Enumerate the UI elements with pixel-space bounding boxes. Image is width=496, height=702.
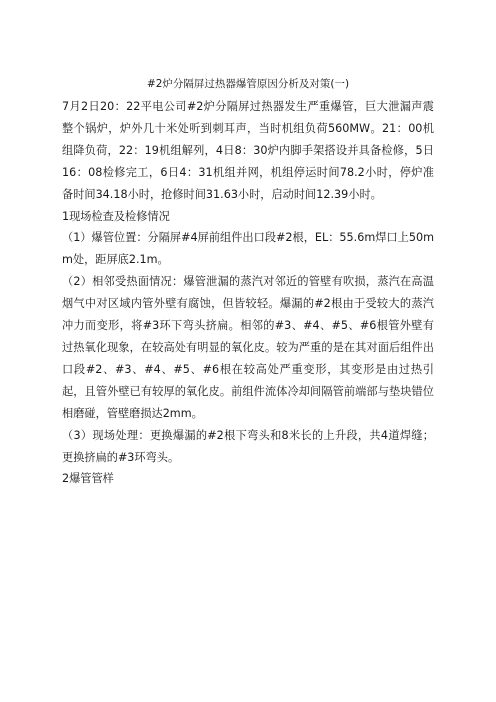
section-2-heading: 2爆管管样 — [62, 472, 114, 486]
section-1-item-2: （2）相邻受热面情况：爆管泄漏的蒸汽对邻近的管壁有吹损，蒸汽在高温烟气中对区域内管外壁有腐蚀，但皆较轻。爆漏的#2根由于受较大的蒸汽冲力而变形，将#3环下弯头挤扁。相邻的#3、#4、#5、#6根管外壁有过热氧化现象，在较高处有明显的氧化皮。较为严重的是在其对面后组件出口段#2、#3、#4、#5、#6根在较高处严重变形，其变形是由过热引起，且管外壁已有较厚的氧化皮。前组件流体冷却间隔管前端部与垫块错位相磨碰，管壁磨损达2mm。 — [62, 275, 434, 420]
section-1-item-3: （3）现场处理：更换爆漏的#2根下弯头和8米长的上升段，共4道焊缝；更换挤扁的#3环弯头。 — [62, 428, 434, 464]
intro-paragraph: 7月2日20：22平电公司#2炉分隔屏过热器发生严重爆管，巨大泄漏声震整个锅炉，炉外几十米处听到刺耳声，当时机组负荷560MW。21：00机组降负荷，22：19机组解列，4日8：30炉内脚手架搭设并具备检修，5日16：08检修完工，6日4：31机组并网，机组停运时间78.2小时，停炉准备时间34.18小时，抢修时间31.63小时，启动时间12.39小时。 — [62, 100, 434, 201]
section-1-item-1: （1）爆管位置：分隔屏#4屏前组件出口段#2根，EL：55.6m焊口上50mm处，距屏底2.1m。 — [62, 231, 434, 267]
document-title: #2炉分隔屏过热器爆管原因分析及对策(一) — [146, 78, 350, 90]
document-body — [62, 96, 434, 490]
section-1-heading: 1现场检查及检修情况 — [62, 209, 170, 223]
